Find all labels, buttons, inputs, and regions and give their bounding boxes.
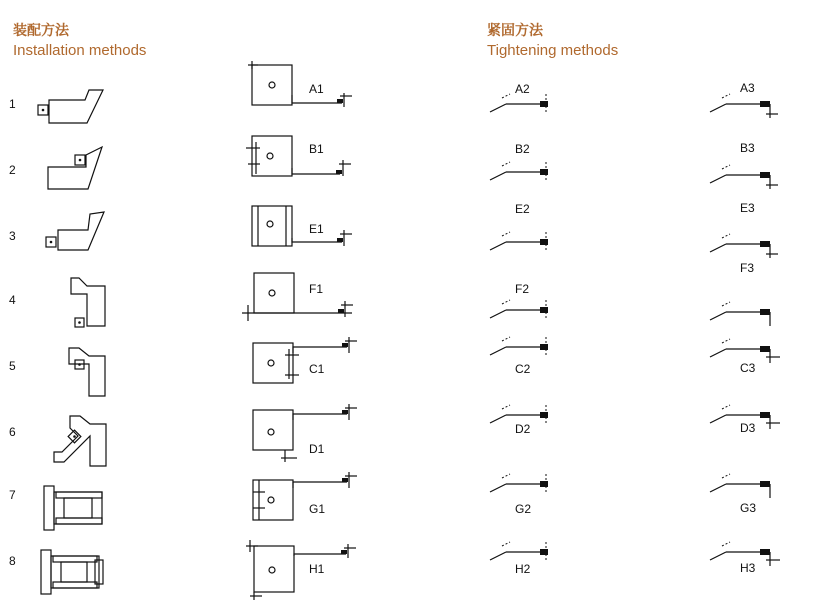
hatched-mount-icon [35, 85, 110, 130]
row-number: 1 [9, 97, 16, 111]
method-label: D1 [309, 442, 325, 456]
method-label: E2 [515, 202, 530, 216]
hatched-mount-icon [40, 145, 115, 193]
hatched-mount-icon [65, 344, 115, 400]
tightening-rod-icon [488, 298, 558, 322]
method-label: D3 [740, 421, 756, 435]
method-label: B2 [515, 142, 530, 156]
method-label: H1 [309, 562, 325, 576]
hatched-mount-icon [40, 210, 115, 256]
row-number: 5 [9, 359, 16, 373]
row-number: 4 [9, 293, 16, 307]
method-label: G3 [740, 501, 757, 515]
row-number: 7 [9, 488, 16, 502]
row-number: 3 [9, 229, 16, 243]
hatched-mount-icon [65, 274, 115, 330]
box-bracket-icon [240, 128, 360, 188]
tightening-rod-icon [708, 300, 783, 328]
tightening-rod-icon [708, 472, 783, 500]
method-label: D2 [515, 422, 531, 436]
box-bracket-icon [240, 55, 360, 115]
method-label: A3 [740, 81, 755, 95]
installation-header [13, 22, 146, 60]
method-label: C3 [740, 361, 756, 375]
row-number: 2 [9, 163, 16, 177]
method-label: A2 [515, 82, 530, 96]
row-number: 8 [9, 554, 16, 568]
tightening-rod-icon [708, 92, 783, 120]
method-label: F3 [740, 261, 755, 275]
method-label: H2 [515, 562, 531, 576]
tightening-rod-icon [488, 540, 558, 564]
tightening-header [487, 22, 618, 60]
tightening-rod-icon [488, 335, 558, 359]
tightening-rod-icon [488, 160, 558, 184]
method-label: C2 [515, 362, 531, 376]
box-bracket-icon [240, 265, 360, 325]
hatched-mount-icon [40, 484, 110, 534]
row-number: 6 [9, 425, 16, 439]
method-label: G1 [309, 502, 326, 516]
tightening-rod-icon [708, 232, 783, 260]
method-label: B3 [740, 141, 755, 155]
box-bracket-icon [245, 400, 365, 466]
method-label: E3 [740, 201, 755, 215]
method-label: A1 [309, 82, 324, 96]
method-label: H3 [740, 561, 756, 575]
tightening-header-en: Tightening methods [487, 42, 619, 59]
method-label: F1 [309, 282, 324, 296]
box-bracket-icon [240, 198, 360, 254]
tightening-header-zh: 紧固方法 [487, 23, 543, 39]
installation-header-en: Installation methods [13, 42, 147, 59]
method-label: B1 [309, 142, 324, 156]
hatched-mount-icon [37, 548, 112, 598]
method-label: G2 [515, 502, 532, 516]
method-label: E1 [309, 222, 324, 236]
box-bracket-icon [242, 538, 367, 604]
installation-header-zh: 装配方法 [13, 23, 69, 39]
tightening-rod-icon [488, 230, 558, 254]
tightening-rod-icon [708, 163, 783, 191]
box-bracket-icon [245, 470, 365, 526]
method-label: F2 [515, 282, 530, 296]
method-label: C1 [309, 362, 325, 376]
box-bracket-icon [245, 335, 365, 391]
tightening-rod-icon [488, 472, 558, 496]
hatched-mount-icon [50, 410, 115, 470]
